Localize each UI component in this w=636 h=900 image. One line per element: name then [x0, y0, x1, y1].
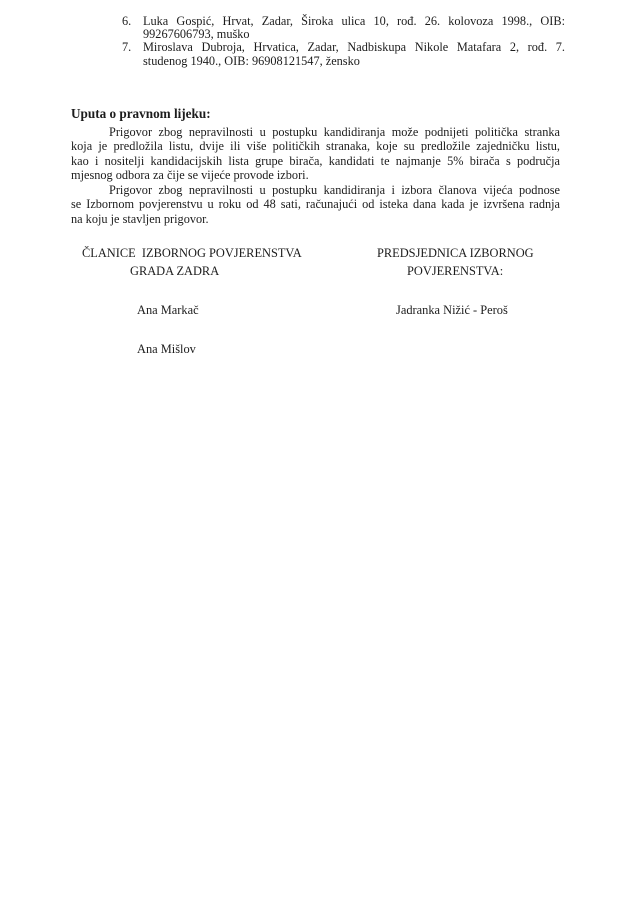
list-item-text-line2: studenog 1940., OIB: 96908121547, žensko — [143, 53, 360, 68]
paragraph-line: koja je predložila listu, dvije ili više političkih stranaka, koje su predložile zajedničku listu, — [71, 139, 560, 154]
list-item-7 — [122, 40, 565, 68]
paragraph-line: na koju je stavljen prigovor. — [71, 211, 209, 226]
list-item-number: 7. — [122, 40, 132, 55]
signature-name-ana-mislov: Ana Mišlov — [137, 342, 196, 356]
list-item-text-line1: Luka Gospić, Hrvat, Zadar, Široka ulica 10, rođ. 26. kolovoza 1998., OIB: — [143, 14, 565, 28]
list-item-6 — [122, 14, 565, 42]
legal-remedy-text — [71, 125, 560, 226]
signature-left-title-line2: GRADA ZADRA — [130, 264, 220, 278]
list-item-text-line1: Miroslava Dubroja, Hrvatica, Zadar, Nadbiskupa Nikole Matafara 2, rođ. 7. — [143, 40, 565, 55]
paragraph-line: mjesnog odbora za čije se vijeće provode izbori. — [71, 168, 309, 183]
signature-name-jadranka-nizic-peros: Jadranka Nižić - Peroš — [396, 303, 508, 317]
legal-remedy-heading: Uputa o pravnom lijeku: — [71, 106, 211, 121]
paragraph-line: Prigovor zbog nepravilnosti u postupku kandidiranja može podnijeti politička stranka — [109, 125, 560, 139]
list-item-text-line2: 99267606793, muško — [143, 27, 250, 42]
list-item-number: 6. — [122, 14, 132, 28]
signature-left-title-line1: ČLANICE IZBORNOG POVJERENSTVA — [82, 246, 302, 260]
signature-right-title-line2: POVJERENSTVA: — [407, 264, 504, 278]
signature-right-title-line1: PREDSJEDNICA IZBORNOG — [377, 246, 534, 260]
signature-name-ana-markac: Ana Markač — [137, 303, 199, 317]
paragraph-line: kao i nositelji kandidacijskih lista grupe birača, kandidati te najmanje 5% birača s područja — [71, 153, 560, 168]
candidate-list — [122, 14, 565, 68]
paragraph-line: Prigovor zbog nepravilnosti u postupku kandidiranja i izbora članova vijeća podnose — [109, 182, 560, 197]
paragraph-line: se Izbornom povjerenstvu u roku od 48 sati, računajući od isteka dana kada je izvršena radnja — [71, 197, 560, 212]
